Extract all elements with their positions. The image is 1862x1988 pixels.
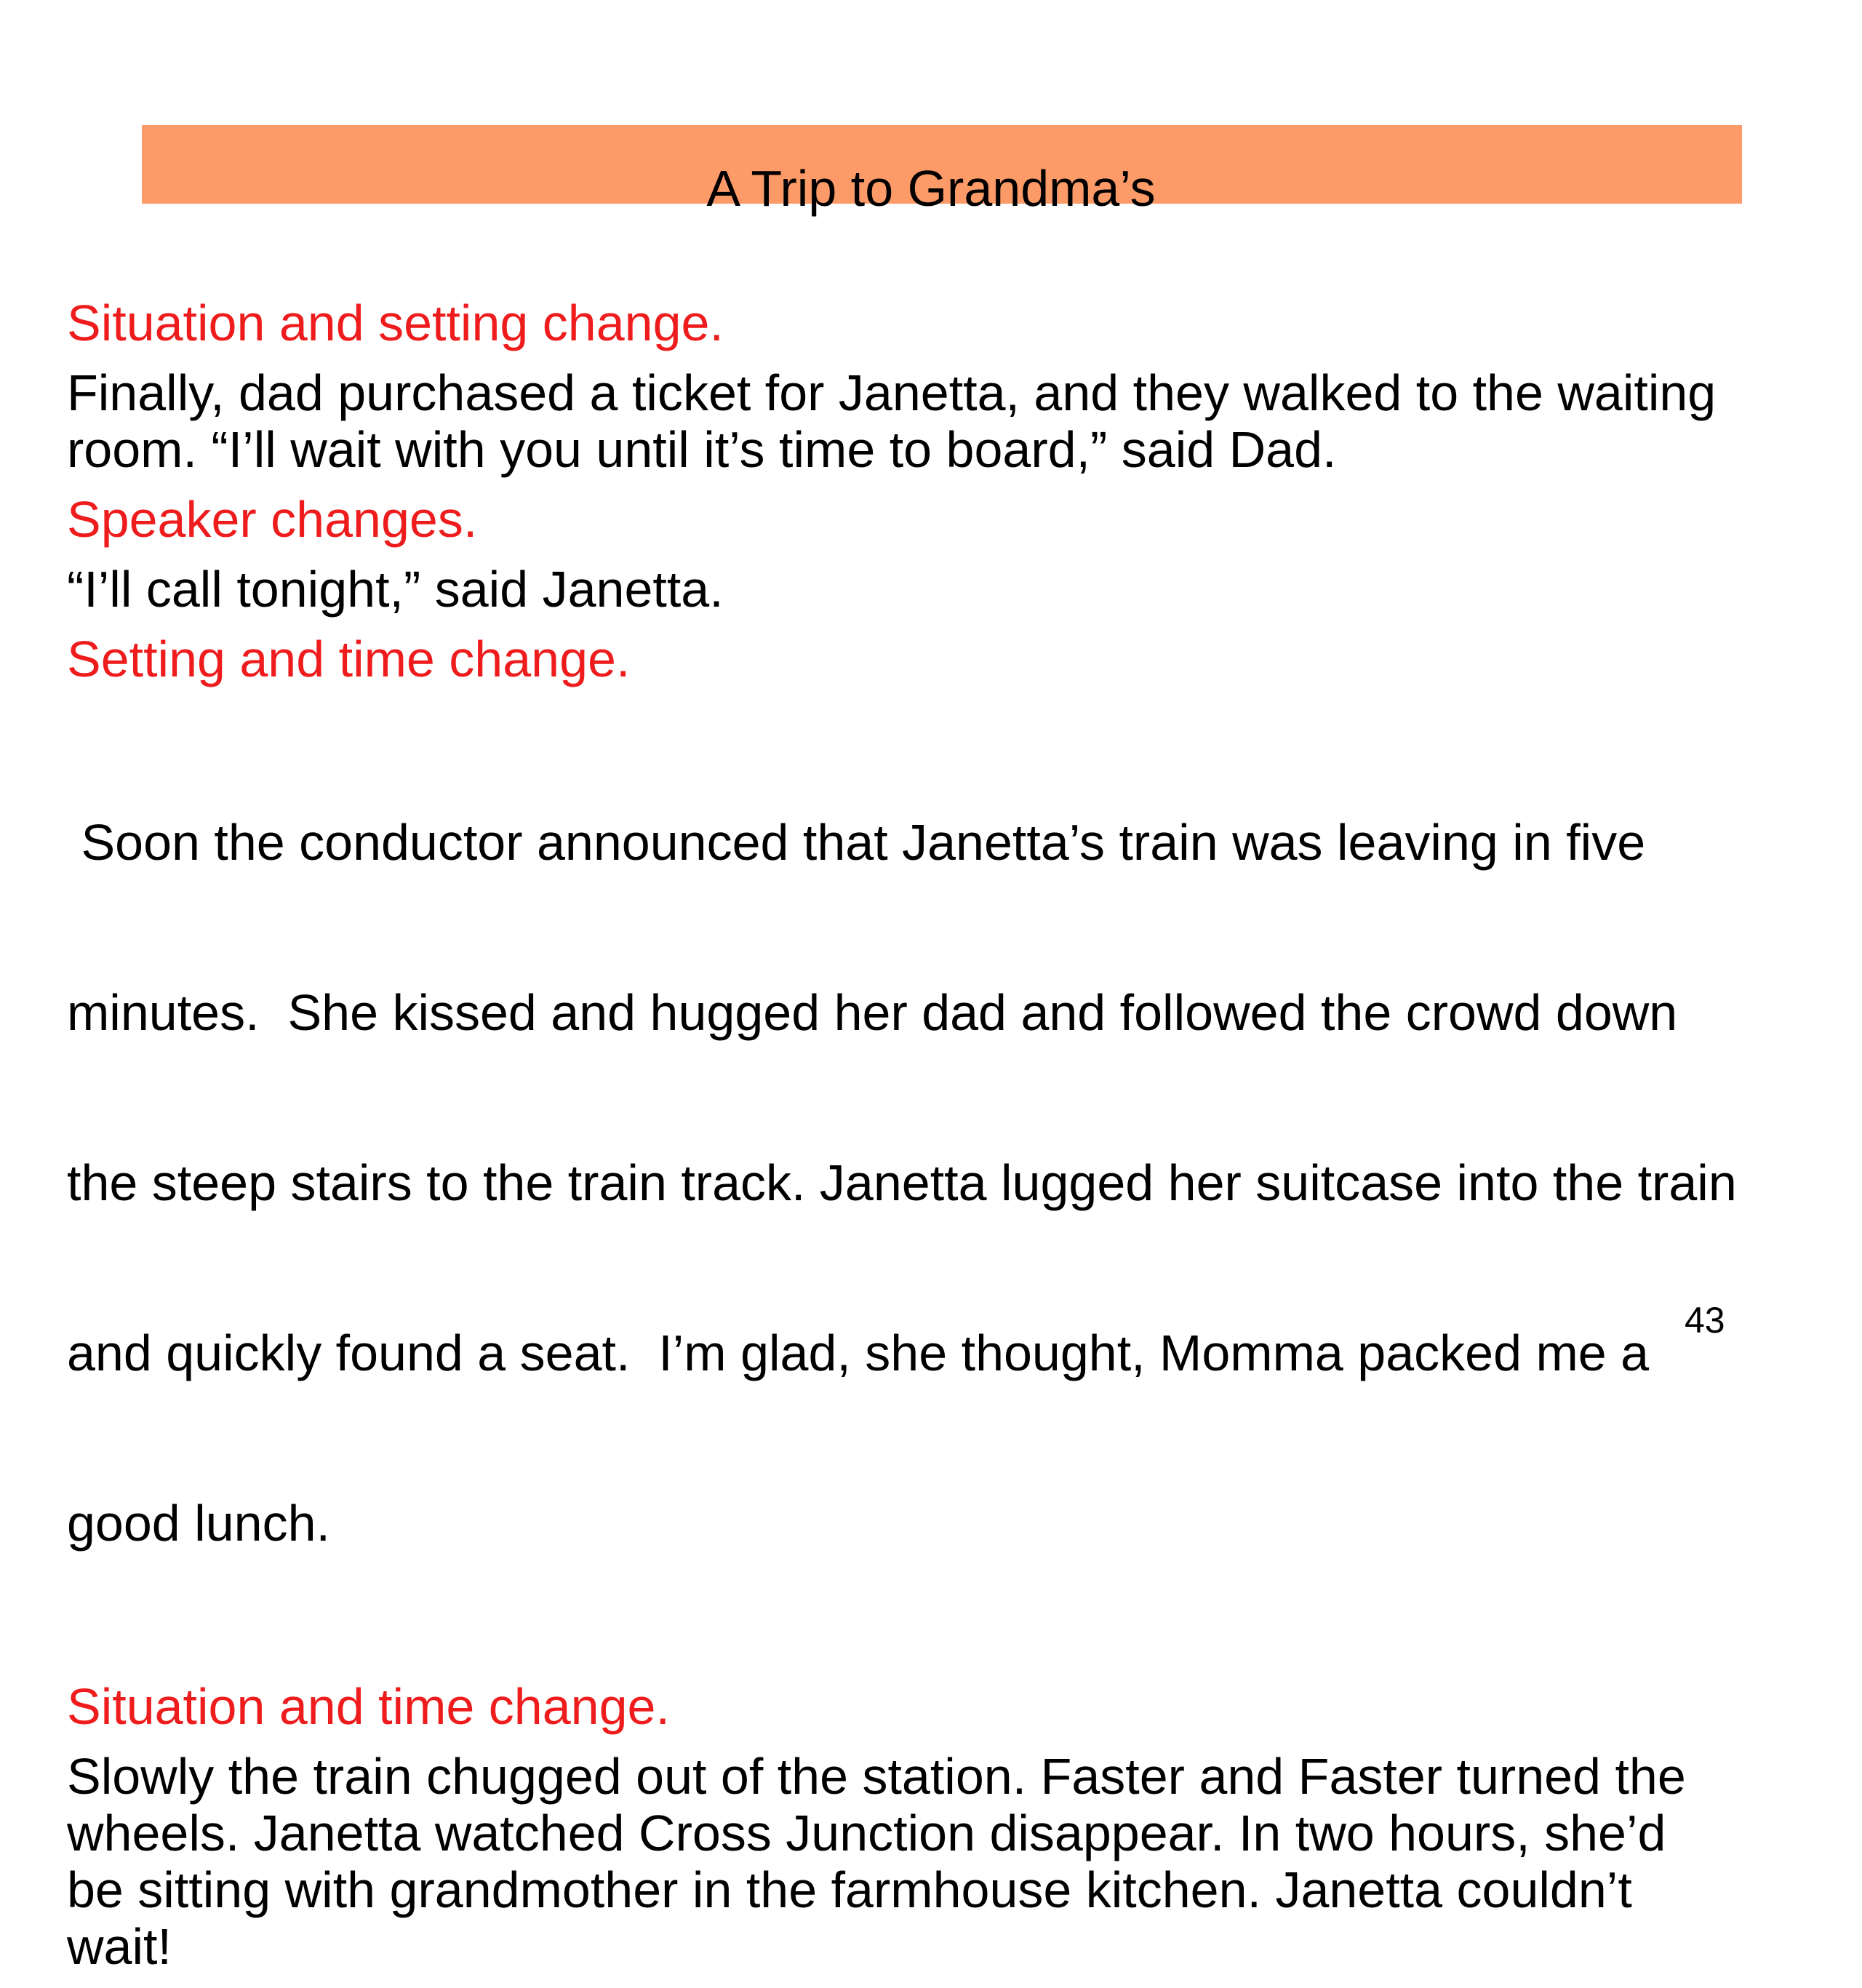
section-heading xyxy=(67,295,1813,351)
section-heading xyxy=(67,631,1813,687)
text-line: the steep stairs to the train track. Janetta lugged her suitcase into the train xyxy=(67,1154,1737,1211)
story-paragraph xyxy=(67,561,1813,618)
slide-title: A Trip to Grandma’s xyxy=(706,160,1156,217)
text-line: Situation and time change. xyxy=(67,1678,670,1735)
text-line: room. “I’ll wait with you until it’s time to board,” said Dad. xyxy=(67,421,1337,478)
text-line: Finally, dad purchased a ticket for Janetta, and they walked to the waiting xyxy=(67,364,1717,421)
text-line: Soon the conductor announced that Janetta’s train was leaving in five xyxy=(67,814,1646,871)
text-line: wait! xyxy=(67,1918,172,1975)
page-number: 43 xyxy=(1685,1300,1725,1341)
story-paragraph xyxy=(67,1748,1813,1975)
text-line: wheels. Janetta watched Cross Junction disappear. In two hours, she’d xyxy=(67,1805,1666,1861)
story-paragraph xyxy=(67,364,1813,478)
text-line: Situation and setting change. xyxy=(67,295,724,351)
text-line: and quickly found a seat. I’m glad, she thought, Momma packed me a xyxy=(67,1325,1650,1381)
text-line: good lunch. xyxy=(67,1495,330,1552)
text-line: be sitting with grandmother in the farmhouse kitchen. Janetta couldn’t xyxy=(67,1861,1632,1918)
text-line: minutes. She kissed and hugged her dad and followed the crowd down xyxy=(67,984,1678,1041)
section-heading xyxy=(67,1678,1813,1735)
text-line: Setting and time change. xyxy=(67,631,631,687)
text-line: Speaker changes. xyxy=(67,491,478,548)
slide-content xyxy=(67,295,1813,1988)
text-line: Slowly the train chugged out of the station. Faster and Faster turned the xyxy=(67,1748,1686,1805)
section-heading xyxy=(67,491,1813,548)
story-paragraph xyxy=(67,700,1813,1665)
text-line: “I’ll call tonight,” said Janetta. xyxy=(67,561,724,618)
